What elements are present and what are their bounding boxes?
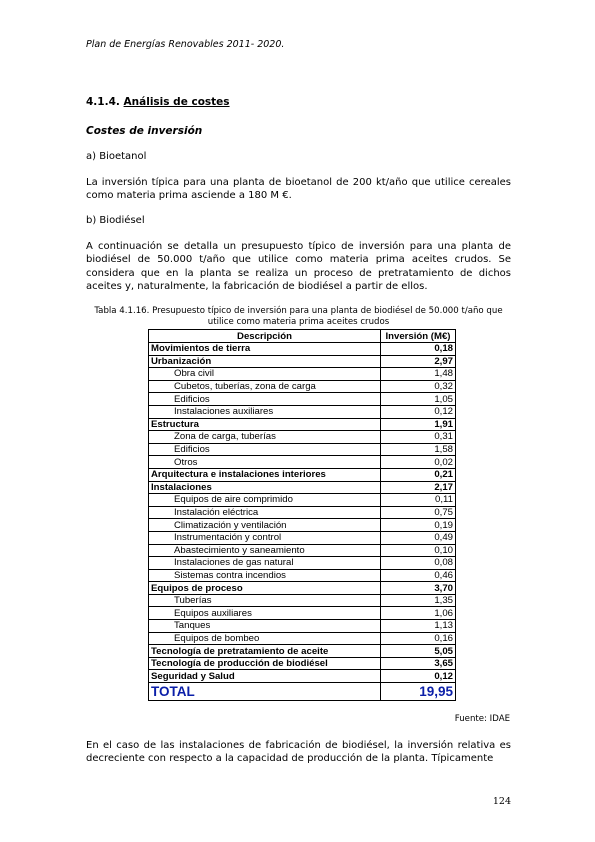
row-description: Equipos de aire comprimido	[149, 494, 381, 507]
table-row	[149, 657, 456, 670]
table-row	[149, 506, 456, 519]
row-value: 1,05	[381, 393, 456, 406]
table-row	[149, 607, 456, 620]
row-value: 0,32	[381, 380, 456, 393]
header-description: Descripción	[149, 330, 381, 343]
row-description: Climatización y ventilación	[149, 519, 381, 532]
row-description: Instrumentación y control	[149, 531, 381, 544]
row-value: 0,12	[381, 670, 456, 683]
header-investment: Inversión (M€)	[381, 330, 456, 343]
row-value: 0,46	[381, 569, 456, 582]
row-description: Instalaciones de gas natural	[149, 557, 381, 570]
table-source: Fuente: IDAE	[454, 714, 510, 724]
row-description: Cubetos, tuberías, zona de carga	[149, 380, 381, 393]
table-row	[149, 519, 456, 532]
table-row	[149, 418, 456, 431]
table-row	[149, 405, 456, 418]
table-row	[149, 393, 456, 406]
total-label: TOTAL	[149, 683, 381, 701]
paragraph-conclusion: En el caso de las instalaciones de fabricación de biodiésel, la inversión relativa es decreciente con respecto a la capacidad de producción de la planta. Típicamente	[86, 740, 511, 765]
row-value: 0,16	[381, 632, 456, 645]
item-b-heading: b) Biodiésel	[86, 215, 145, 226]
row-description: Tanques	[149, 620, 381, 633]
table-row	[149, 355, 456, 368]
row-description: Obra civil	[149, 368, 381, 381]
table-row	[149, 645, 456, 658]
row-value: 1,91	[381, 418, 456, 431]
page-header: Plan de Energías Renovables 2011- 2020.	[86, 39, 285, 50]
paragraph-bioetanol: La inversión típica para una planta de bioetanol de 200 kt/año que utilice cereales como materia prima asciende a 180 M €.	[86, 177, 511, 202]
table-row	[149, 368, 456, 381]
row-description: Instalaciones auxiliares	[149, 405, 381, 418]
row-description: Abastecimiento y saneamiento	[149, 544, 381, 557]
table-row	[149, 569, 456, 582]
paragraph-biodiesel: A continuación se detalla un presupuesto típico de inversión para una planta de biodiésel de 50.000 t/año que utilice como materia prima aceites crudos. Se considera que en la planta se realiza un proceso de pretratamiento de dichos aceites y, naturalmente, la fabricación de biodiésel a partir de ellos.	[86, 241, 511, 293]
table-row	[149, 670, 456, 683]
table-row	[149, 380, 456, 393]
table-row	[149, 544, 456, 557]
row-description: Tuberías	[149, 594, 381, 607]
row-value: 0,10	[381, 544, 456, 557]
table-row	[149, 468, 456, 481]
row-description: Arquitectura e instalaciones interiores	[149, 468, 381, 481]
table-header-row	[149, 330, 456, 343]
row-value: 1,35	[381, 594, 456, 607]
table-row	[149, 431, 456, 444]
row-description: Seguridad y Salud	[149, 670, 381, 683]
table-row	[149, 343, 456, 356]
row-description: Equipos de proceso	[149, 582, 381, 595]
row-description: Movimientos de tierra	[149, 343, 381, 356]
table-row	[149, 632, 456, 645]
row-value: 1,06	[381, 607, 456, 620]
row-value: 0,12	[381, 405, 456, 418]
row-value: 3,70	[381, 582, 456, 595]
row-value: 0,02	[381, 456, 456, 469]
row-value: 0,18	[381, 343, 456, 356]
row-value: 0,19	[381, 519, 456, 532]
table-caption: Tabla 4.1.16. Presupuesto típico de inversión para una planta de biodiésel de 50.000 t/año que utilice como materia prima aceites crudos	[94, 306, 503, 327]
row-description: Tecnología de producción de biodiésel	[149, 657, 381, 670]
table-row	[149, 456, 456, 469]
table-row	[149, 582, 456, 595]
row-description: Instalación eléctrica	[149, 506, 381, 519]
row-description: Otros	[149, 456, 381, 469]
total-value: 19,95	[381, 683, 456, 701]
subsection-heading: Costes de inversión	[86, 125, 203, 137]
row-description: Estructura	[149, 418, 381, 431]
row-description: Instalaciones	[149, 481, 381, 494]
table-row	[149, 443, 456, 456]
row-description: Zona de carga, tuberías	[149, 431, 381, 444]
row-value: 1,48	[381, 368, 456, 381]
table-row	[149, 594, 456, 607]
row-description: Tecnología de pretratamiento de aceite	[149, 645, 381, 658]
row-value: 5,05	[381, 645, 456, 658]
section-title: Análisis de costes	[123, 96, 230, 108]
investment-table	[148, 329, 456, 701]
row-value: 0,49	[381, 531, 456, 544]
table-row	[149, 481, 456, 494]
row-value: 2,97	[381, 355, 456, 368]
row-description: Equipos auxiliares	[149, 607, 381, 620]
section-heading	[86, 96, 230, 108]
row-description: Urbanización	[149, 355, 381, 368]
row-value: 1,58	[381, 443, 456, 456]
item-a-heading: a) Bioetanol	[86, 151, 147, 162]
page-number: 124	[492, 796, 511, 807]
row-value: 2,17	[381, 481, 456, 494]
row-value: 0,11	[381, 494, 456, 507]
row-description: Edificios	[149, 443, 381, 456]
table-row	[149, 531, 456, 544]
row-value: 0,75	[381, 506, 456, 519]
section-number: 4.1.4.	[86, 96, 120, 108]
row-value: 0,08	[381, 557, 456, 570]
total-row	[149, 683, 456, 701]
row-description: Sistemas contra incendios	[149, 569, 381, 582]
row-value: 3,65	[381, 657, 456, 670]
row-description: Edificios	[149, 393, 381, 406]
table-row	[149, 620, 456, 633]
table-row	[149, 557, 456, 570]
row-value: 0,31	[381, 431, 456, 444]
row-value: 1,13	[381, 620, 456, 633]
row-description: Equipos de bombeo	[149, 632, 381, 645]
row-value: 0,21	[381, 468, 456, 481]
table-row	[149, 494, 456, 507]
